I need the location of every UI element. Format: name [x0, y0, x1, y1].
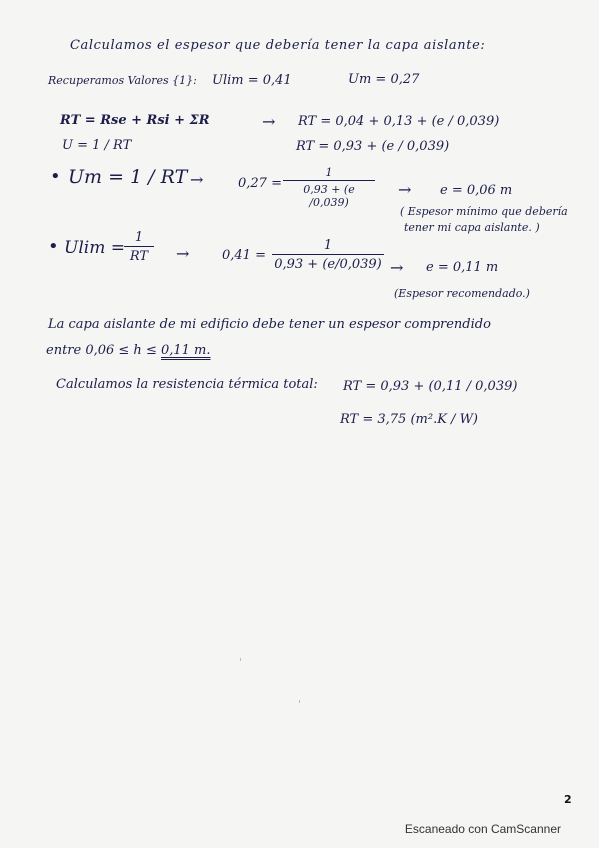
eq2-fraction [272, 238, 384, 272]
page-number: 2 [564, 793, 572, 806]
eq2-lhs-label: Ulim = [64, 238, 125, 258]
eq2-numerator: 1 [323, 238, 333, 253]
arrow-icon: → [262, 112, 276, 131]
conclusion-line1: La capa aislante de mi edificio debe tener un espesor comprendido [48, 317, 491, 332]
eq1-frac-prefix: 0,27 = [238, 176, 282, 191]
recover-values-label: Recuperamos Valores {1}: [48, 74, 197, 87]
rt-simplified: RT = 0,93 + (e / 0,039) [296, 139, 450, 154]
u-m-value: Um = 0,27 [348, 72, 420, 87]
conclusion-range-text: entre 0,06 ≤ h ≤ [46, 343, 157, 358]
rt-formula: RT = Rse + Rsi + ΣR [60, 113, 210, 128]
total-resistance-label: Calculamos la resistencia térmica total: [56, 377, 318, 392]
eq1-numerator: 1 [325, 166, 333, 179]
arrow-icon: → [398, 180, 412, 199]
bullet-icon: • [50, 166, 61, 187]
eq1-note-line2: tener mi capa aislante. ) [404, 221, 540, 234]
eq2-frac-prefix: 0,41 = [222, 248, 266, 263]
heading-text: Calculamos el espesor que debería tener la capa aislante: [70, 38, 486, 53]
rt-expansion: RT = 0,04 + 0,13 + (e / 0,039) [298, 114, 500, 129]
arrow-icon: → [176, 244, 190, 263]
eq1-lhs: Um = 1 / RT [68, 166, 188, 188]
u-definition: U = 1 / RT [62, 138, 132, 153]
eq2-lhs-numerator: 1 [134, 230, 144, 245]
arrow-icon: → [190, 170, 204, 189]
scan-speck [240, 658, 241, 661]
conclusion-line2 [46, 343, 211, 358]
conclusion-range-value: 0,11 m. [160, 343, 211, 358]
eq1-result: e = 0,06 m [440, 183, 513, 198]
total-resistance-eq1: RT = 0,93 + (0,11 / 0,039) [343, 379, 518, 394]
eq1-note-line1: ( Espesor mínimo que debería [400, 205, 568, 218]
u-lim-value: Ulim = 0,41 [212, 73, 292, 88]
eq2-lhs-denominator: RT [129, 249, 149, 264]
camscanner-watermark: Escaneado con CamScanner [404, 822, 561, 836]
eq1-fraction [283, 166, 375, 209]
eq2-denominator: 0,93 + (e/0,039) [274, 257, 382, 272]
eq2-note: (Espesor recomendado.) [394, 287, 530, 300]
scan-speck [299, 700, 300, 703]
eq2-lhs-fraction [124, 230, 154, 264]
bullet-icon: • [48, 236, 59, 257]
total-resistance-eq2: RT = 3,75 (m².K / W) [340, 412, 478, 427]
arrow-icon: → [390, 258, 404, 277]
eq2-result: e = 0,11 m [426, 260, 499, 275]
eq1-denominator: 0,93 + (e /0,039) [303, 183, 355, 209]
